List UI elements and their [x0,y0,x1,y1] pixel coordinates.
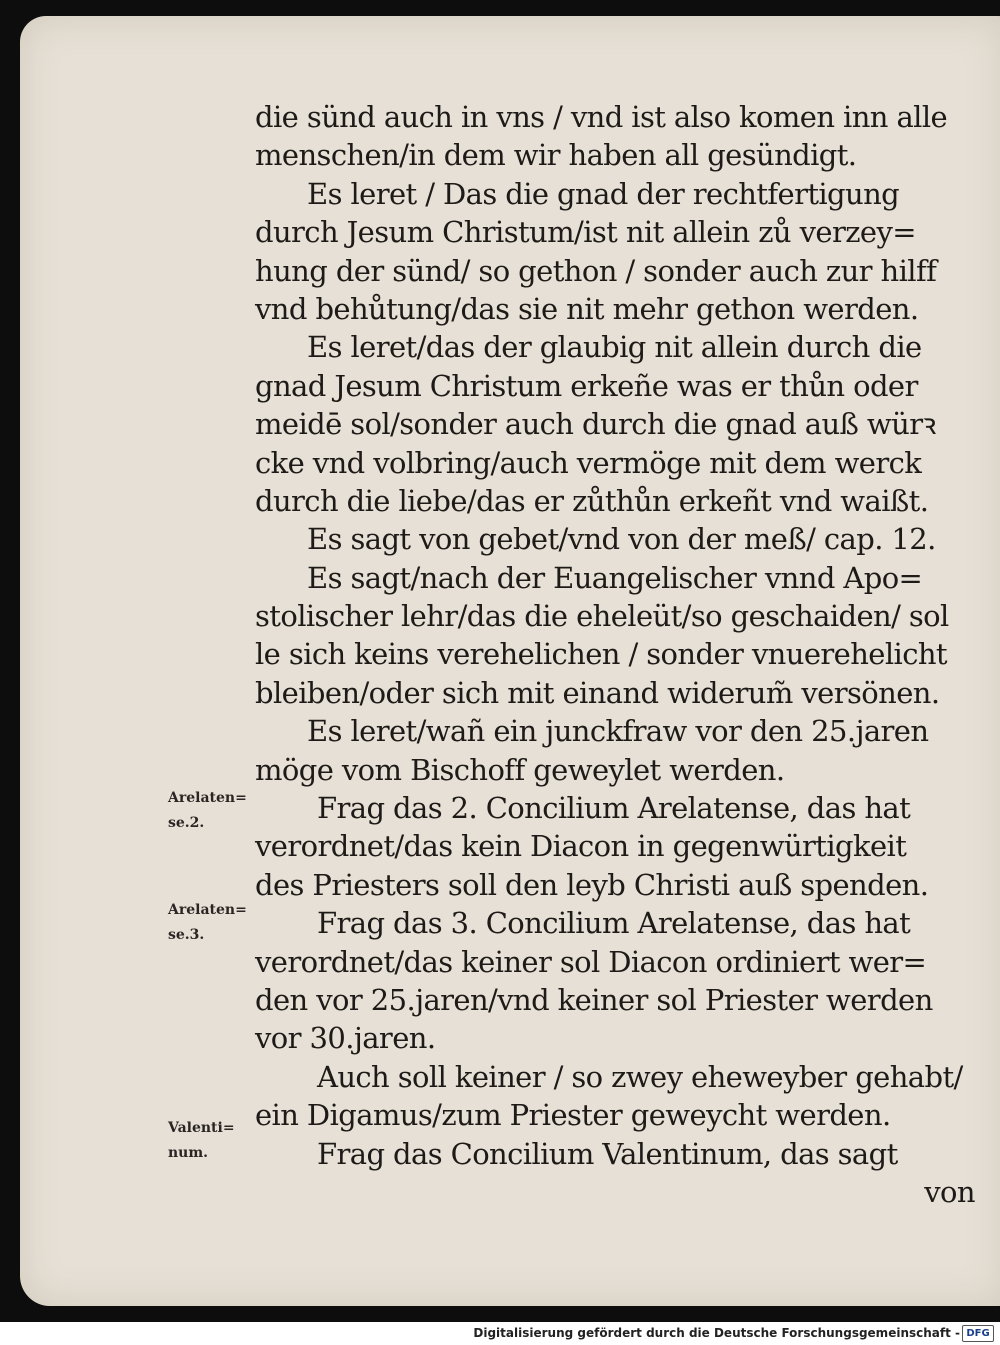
margin-note-line: Valenti= [168,1120,235,1136]
text-line: vnd behůtung/das sie nit mehr gethon werden. [255,291,919,326]
margin-note [168,1116,268,1166]
text-line: verordnet/das kein Diacon in gegenwürtigkeit [255,829,907,864]
text-line: menschen/in dem wir haben all gesündigt. [255,138,857,173]
margin-note-line: se.3. [168,927,205,943]
text-line: ein Digamus/zum Priester geweycht werden. [255,1098,891,1133]
catchword: von [924,1174,975,1209]
text-line: meidē sol/sonder auch durch die gnad auß würꝛ [255,407,936,442]
margin-note-line: Arelaten= [168,902,247,918]
margin-note-line: Arelaten= [168,790,247,806]
text-line: verordnet/das keiner sol Diacon ordiniert wer= [255,944,927,979]
page-body-text [255,98,975,1211]
text-line: bleiben/oder sich mit einand widerum̃ versönen. [255,675,940,710]
text-line: Es sagt/nach der Euangelischer vnnd Apo= [307,560,923,595]
text-line: Frag das 2. Concilium Arelatense, das hat [317,791,911,826]
dfg-logo: DFG [962,1325,994,1342]
text-line: vor 30.jaren. [255,1021,436,1056]
text-line: stolischer lehr/das die eheleüt/so geschaiden/ sol [255,599,949,634]
text-line: den vor 25.jaren/vnd keiner sol Priester werden [255,982,933,1017]
text-line: gnad Jesum Christum erkeñe was er thůn oder [255,368,918,403]
footer-bar [0,1322,1000,1345]
margin-note [168,898,268,948]
margin-note [168,786,268,836]
text-line: cke vnd volbring/auch vermöge mit dem werck [255,445,922,480]
margin-note-line: se.2. [168,815,205,831]
funding-credit: Digitalisierung gefördert durch die Deutsche Forschungsgemeinschaft - [473,1326,960,1340]
text-line: Es leret/wañ ein junckfraw vor den 25.jaren [307,714,929,749]
text-line: durch die liebe/das er zůthůn erkeñt vnd waißt. [255,483,929,518]
text-line: Auch soll keiner / so zwey eheweyber gehabt/ [317,1059,963,1094]
text-line: Frag das Concilium Valentinum, das sagt [317,1136,898,1171]
text-line: die sünd auch in vns / vnd ist also komen inn alle [255,100,948,134]
text-line: Es leret / Das die gnad der rechtfertigung [307,176,900,211]
text-line: Es sagt von gebet/vnd von der meß/ cap. 12. [307,522,936,557]
text-line: des Priesters soll den leyb Christi auß spenden. [255,867,929,902]
text-line: hung der sünd/ so gethon / sonder auch zur hilff [255,253,937,288]
text-line: Es leret/das der glaubig nit allein durch die [307,330,922,365]
text-line: Frag das 3. Concilium Arelatense, das hat [317,906,911,941]
text-line: möge vom Bischoff geweylet werden. [255,752,785,787]
text-line: durch Jesum Christum/ist nit allein zů verzey= [255,215,916,250]
margin-note-line: num. [168,1145,209,1161]
text-line: le sich keins verehelichen / sonder vnuerehelicht [255,637,947,672]
